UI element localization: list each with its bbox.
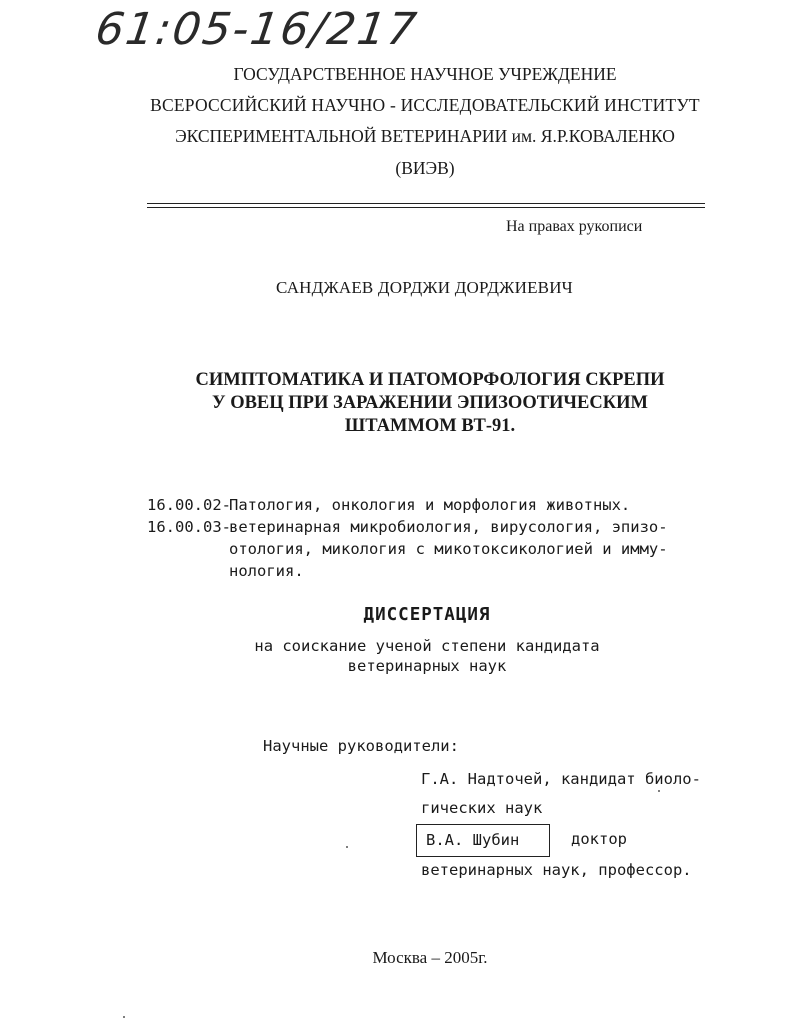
specialty-code-2: 16.00.03-: [147, 518, 231, 536]
specialty-code-1: 16.00.02-: [147, 496, 231, 514]
header-divider-secondary: [147, 207, 705, 208]
supervisor-1-line-2: гических наук: [421, 799, 543, 817]
institution-line-3: ЭКСПЕРИМЕНТАЛЬНОЙ ВЕТЕРИНАРИИ им. Я.Р.КОВАЛЕНКО: [175, 126, 675, 146]
header-divider: [147, 203, 705, 204]
degree-line-1: на соискание ученой степени кандидата: [254, 637, 600, 655]
supervisor-2-degree-b: ветеринарных наук, профессор.: [421, 861, 692, 879]
institution-line-2: ВСЕРОССИЙСКИЙ НАУЧНО - ИССЛЕДОВАТЕЛЬСКИЙ ИНСТИТУТ: [150, 95, 700, 115]
title-line-1: СИМПТОМАТИКА И ПАТОМОРФОЛОГИЯ СКРЕПИ: [195, 370, 665, 390]
supervisors-label: Научные руководители:: [263, 737, 459, 755]
supervisor-1-line-1: Г.А. Надточей, кандидат биоло-: [421, 770, 701, 788]
scan-speck: [346, 846, 348, 848]
scan-speck: [123, 1016, 125, 1018]
specialty-text-2: ветеринарная микробиология, вирусология, эпизо-: [229, 518, 668, 536]
handwritten-archive-number: 61:05-16/217: [92, 4, 422, 55]
document-type: ДИССЕРТАЦИЯ: [363, 605, 491, 625]
specialty-text-4: нология.: [229, 562, 304, 580]
city-and-year: Москва – 2005г.: [372, 948, 488, 967]
manuscript-note: На правах рукописи: [506, 218, 643, 235]
scan-speck: [658, 790, 660, 792]
supervisor-2-name-box: В.А. Шубин: [416, 824, 550, 857]
author-name: САНДЖАЕВ ДОРДЖИ ДОРДЖИЕВИЧ: [276, 278, 573, 297]
specialty-text-3: отология, микология с микотоксикологией и имму-: [229, 540, 668, 558]
degree-line-2: ветеринарных наук: [347, 657, 507, 675]
institution-abbreviation: (ВИЭВ): [395, 158, 455, 178]
supervisor-2-degree-a: доктор: [571, 830, 627, 848]
institution-line-1: ГОСУДАРСТВЕННОЕ НАУЧНОЕ УЧРЕЖДЕНИЕ: [233, 64, 617, 84]
specialty-text-1: Патология, онкология и морфология животных.: [229, 496, 631, 514]
title-line-2: У ОВЕЦ ПРИ ЗАРАЖЕНИИ ЭПИЗООТИЧЕСКИМ: [212, 393, 648, 413]
title-line-3: ШТАММОМ ВТ-91.: [344, 416, 516, 436]
